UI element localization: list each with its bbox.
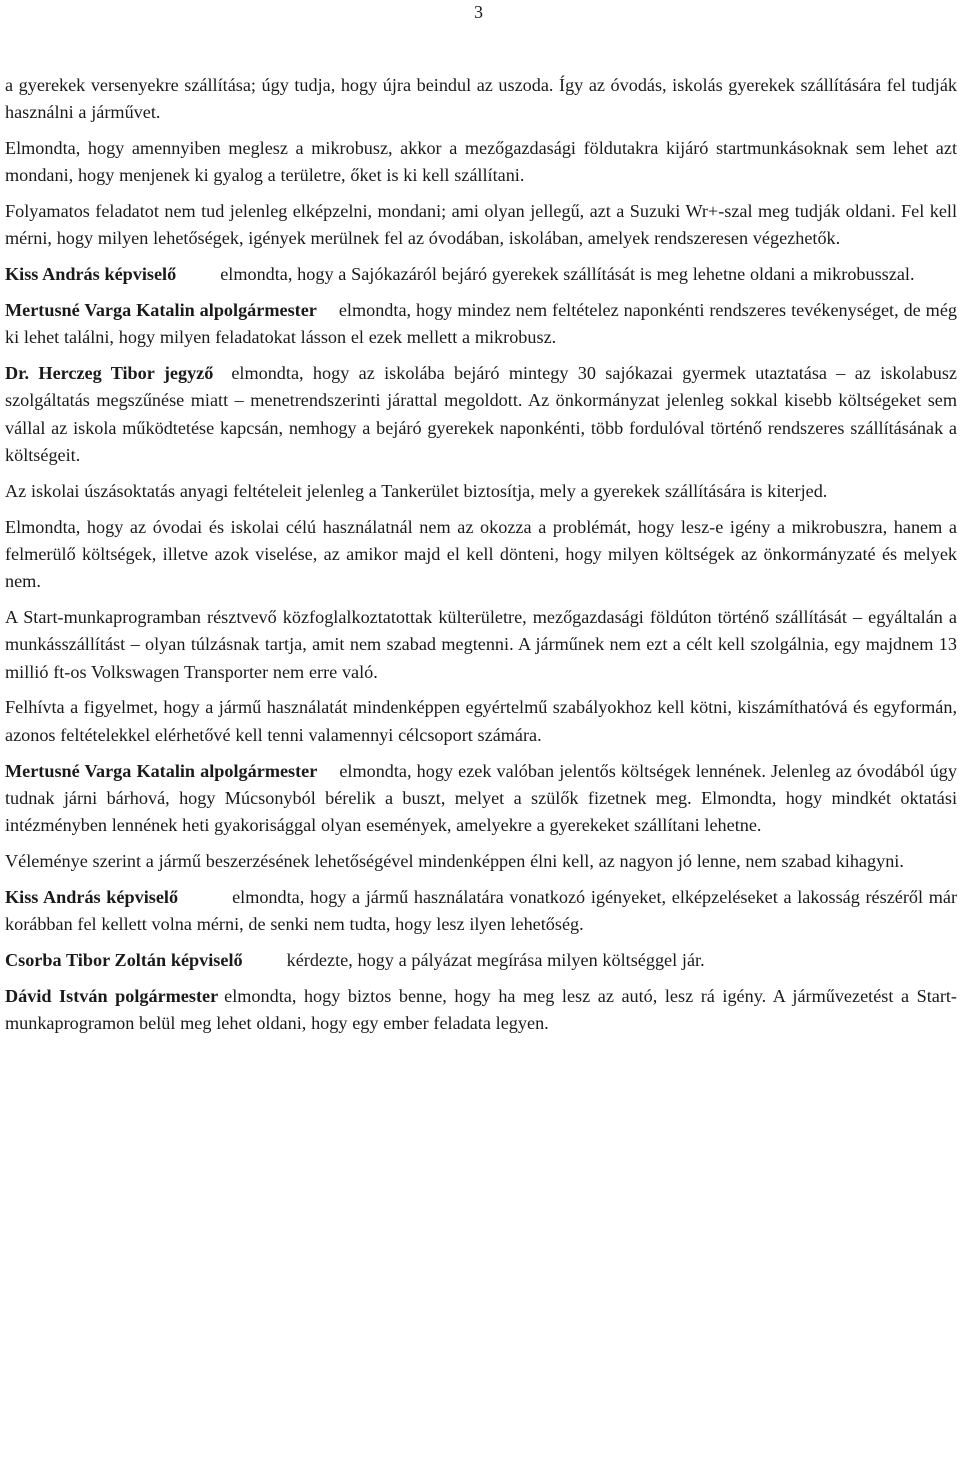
minutes-body xyxy=(5,72,957,1046)
paragraph-4 xyxy=(5,261,957,288)
paragraph-11 xyxy=(5,758,957,840)
paragraph-2 xyxy=(5,135,957,190)
paragraph-15 xyxy=(5,983,957,1038)
paragraph-text: Véleménye szerint a jármű beszerzésének lehetőségével mindenképpen élni kell, az nagyon jó lenne, nem szabad kihagyni. xyxy=(5,850,904,871)
paragraph-text: elmondta, hogy az iskolába bejáró mintegy 30 sajókazai gyermek utaztatása – az iskolabusz szolgáltatás megszűnése miatt – menetrendszerinti járattal megoldott. Az önkormányzat jelenleg sokkal kisebb költségeket sem vállal az iskola működtetése kapcsán, nemhogy a bejáró gyerekek naponkénti, több fordulóval történő rendszeres szállításának a költségeit. xyxy=(5,363,958,466)
paragraph-text: A Start-munkaprogramban résztvevő közfoglalkoztatottak külterületre, mezőgazdasági földúton történő szállítását – egyáltalán a munkásszállítást – olyan túlzásnak tartja, amit nem szabad megtenni. A járműnek nem ezt a célt kell szolgálnia, egy majdnem 13 millió ft-os Volkswagen Transporter nem erre való. xyxy=(5,607,957,682)
paragraph-6 xyxy=(5,360,957,469)
paragraph-text: Felhívta a figyelmet, hogy a jármű használatát mindenképpen egyértelmű szabályokhoz kell kötni, kiszámíthatóvá és egyformán, azonos feltételekkel elérhetővé kell tenni valamennyi célcsoport számára. xyxy=(5,697,957,745)
paragraph-9 xyxy=(5,604,957,686)
speaker-name: Kiss András képviselő xyxy=(5,886,179,907)
paragraph-8 xyxy=(5,514,957,596)
paragraph-text: Elmondta, hogy az óvodai és iskolai célú használatnál nem az okozza a problémát, hogy lesz-e igény a mikrobuszra, hanem a felmerülő költségek, illetve azok viselése, az amikor majd el kell dönteni, hogy milyen költségek az önkormányzaté és melyek nem. xyxy=(5,516,957,592)
paragraph-text: elmondta, hogy biztos benne, hogy ha meg lesz az autó, lesz rá igény. A járművezetést a Start-munkaprogramon belül meg lehet oldani, hogy egy ember feladata legyen. xyxy=(5,985,957,1033)
paragraph-text: a gyerekek versenyekre szállítása; úgy tudja, hogy újra beindul az uszoda. Így az óvodás, iskolás gyerekek szállítására fel tudják használni a járművet. xyxy=(5,75,957,123)
paragraph-7 xyxy=(5,478,957,505)
paragraph-text: elmondta, hogy a Sajókazáról bejáró gyerekek szállítását is meg lehetne oldani a mikrobusszal. xyxy=(220,264,915,285)
page-number: 3 xyxy=(474,2,483,22)
speaker-name: Mertusné Varga Katalin alpolgármester xyxy=(5,760,318,781)
speaker-name: Mertusné Varga Katalin alpolgármester xyxy=(5,300,317,321)
paragraph-13 xyxy=(5,884,957,939)
speaker-name: Kiss András képviselő xyxy=(5,264,177,285)
speaker-name: Csorba Tibor Zoltán képviselő xyxy=(5,949,243,970)
speaker-name: Dávid István polgármester xyxy=(5,985,219,1006)
paragraph-10 xyxy=(5,694,957,749)
paragraph-text: Folyamatos feladatot nem tud jelenleg elképzelni, mondani; ami olyan jellegű, azt a Suzuki Wr+-szal meg tudják oldani. Fel kell mérni, hogy milyen lehetőségek, igények merülnek fel az óvodában, iskolában, amelyek rendszeresen végezhetők. xyxy=(5,201,957,249)
paragraph-text: kérdezte, hogy a pályázat megírása milyen költséggel jár. xyxy=(286,949,705,970)
paragraph-14 xyxy=(5,947,957,974)
paragraph-3 xyxy=(5,198,957,253)
paragraph-1 xyxy=(5,72,957,127)
paragraph-text: elmondta, hogy a jármű használatára vonatkozó igényeket, elképzeléseket a lakosság részéről már korábban fel kellett volna mérni, de senki nem tudta, hogy lesz ilyen lehetőség. xyxy=(5,886,958,935)
paragraph-12 xyxy=(5,848,957,875)
paragraph-text: Elmondta, hogy amennyiben meglesz a mikrobusz, akkor a mezőgazdasági földutakra kijáró startmunkásoknak sem lehet azt mondani, hogy menjenek ki gyalog a területre, őket is ki kell szállítani. xyxy=(5,138,957,186)
speaker-name: Dr. Herczeg Tibor jegyző xyxy=(5,363,214,384)
paragraph-text: Az iskolai úszásoktatás anyagi feltételeit jelenleg a Tankerület biztosítja, mely a gyerekek szállítására is kiterjed. xyxy=(5,480,828,501)
paragraph-5 xyxy=(5,297,957,352)
paragraph-text: elmondta, hogy mindez nem feltételez naponkénti rendszeres tevékenységet, de még ki lehet találni, hogy milyen feladatokat lásson el ezek mellett a mikrobusz. xyxy=(5,300,957,348)
paragraph-text: elmondta, hogy ezek valóban jelentős költségek lennének. Jelenleg az óvodából úgy tudnak járni bárhová, hogy Múcsonyból bérelik a buszt, melyet a szülők fizetnek meg. Elmondta, hogy mindkét oktatási intézményben lennének heti gyakorisággal olyan események, amelyekre a gyerekeket szállítani lehetne. xyxy=(5,760,957,836)
